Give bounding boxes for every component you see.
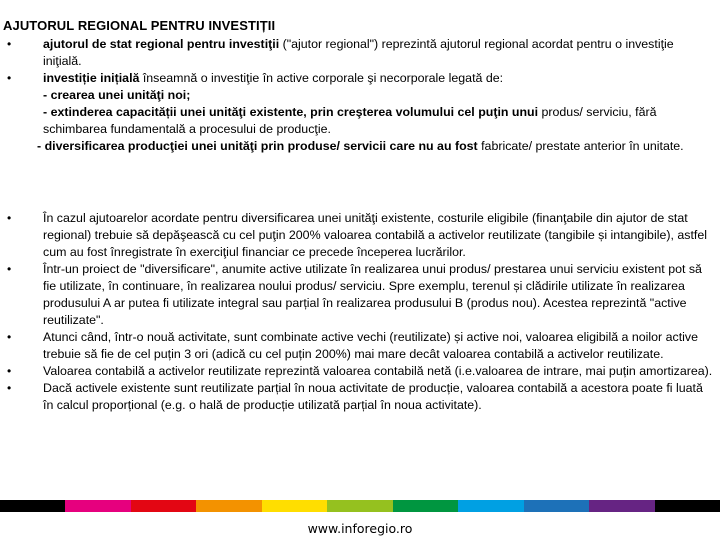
sub-item-diversificare xyxy=(0,138,720,155)
detail-text: Atunci când, într-o nouă activitate, sunt combinate active vechi (reutilizate) și active noi, valoarea eligibilă a noilor active trebuie să fie de cel puțin 3 ori (adică cu cel puțin 200%) mai mare decât valoarea contabilă a activelor reutilizate. xyxy=(43,330,698,361)
definitions-list xyxy=(0,36,720,155)
bullet-icon: • xyxy=(7,262,12,276)
stripe-segment xyxy=(655,500,720,512)
footer-color-stripe xyxy=(0,500,720,512)
detail-text: Valoarea contabilă a activelor reutilizate reprezintă valoarea contabilă netă (i.e.valoarea de intrare, mai puțin amortizarea). xyxy=(43,364,713,378)
stripe-segment xyxy=(524,500,589,512)
list-item xyxy=(0,261,720,329)
bullet-icon: • xyxy=(7,364,12,378)
bullet-icon: • xyxy=(7,37,12,51)
stripe-segment xyxy=(262,500,327,512)
stripe-segment xyxy=(589,500,654,512)
bullet-icon: • xyxy=(7,71,12,85)
definition-text: ("ajutor regional") reprezintă ajutorul regional acordat pentru o investiţie iniţială. xyxy=(43,37,674,68)
term-investitie-initiala: investiție inițială xyxy=(43,71,140,85)
stripe-segment xyxy=(0,500,65,512)
sub-item-text: produs/ serviciu, fără schimbarea fundamentală a procesului de producţie. xyxy=(43,105,657,136)
detail-text: Dacă activele existente sunt reutilizate parțial în noua activitate de producție, valoarea contabilă a acestora poate fi luată în calcul proporțional (e.g. o hală de producție utilizată parțial în noua activitate). xyxy=(43,381,703,412)
bullet-icon: • xyxy=(7,330,12,344)
sub-item-text: - crearea unei unităţi noi; xyxy=(43,88,191,102)
stripe-segment xyxy=(458,500,523,512)
list-item xyxy=(0,70,720,87)
bullet-icon: • xyxy=(7,381,12,395)
definition-text: înseamnă o investiţie în active corporale şi necorporale legată de: xyxy=(139,71,504,85)
list-item xyxy=(0,329,720,363)
list-item xyxy=(0,363,720,380)
stripe-segment xyxy=(196,500,261,512)
sub-item-extindere xyxy=(0,104,720,138)
list-item xyxy=(0,36,720,70)
sub-item-creare xyxy=(0,87,720,104)
sub-item-bold-text: - extinderea capacității unei unităţi existente, prin creşterea volumului cel puţin unui xyxy=(43,105,539,119)
sub-item-bold-text: - diversificarea producţiei unei unităţi prin produse/ servicii care nu au fost xyxy=(37,139,478,153)
stripe-segment xyxy=(131,500,196,512)
detail-text: În cazul ajutoarelor acordate pentru diversificarea unei unităţi existente, costurile eligibile (finanţabile din ajutor de stat regional) trebuie să depăşească cu cel puţin 200% valoarea contabilă a activelor reutilizate (tangibile și intangibile), astfel cum au fost înregistrate în exerciţiul financiar ce precede începerea lucrărilor. xyxy=(43,211,707,259)
list-item xyxy=(0,210,720,261)
sub-item-text: fabricate/ prestate anterior în unitate. xyxy=(477,139,684,153)
detail-text: Într-un proiect de "diversificare", anumite active utilizate în realizarea unui produs/ prestarea unui serviciu existent pot să fie utilizate, în continuare, în realizarea noului produs/ serviciu. Spre exemplu, terenul și clădirile utilizate în realizarea produsului A ar putea fi utilizate integral sau parțial în realizarea produsului B (produs nou). Acestea reprezintă "active reutilizate". xyxy=(43,262,702,327)
stripe-segment xyxy=(327,500,392,512)
details-list xyxy=(0,210,720,414)
bullet-icon: • xyxy=(7,211,12,225)
stripe-segment xyxy=(65,500,130,512)
footer-website-link[interactable]: www.inforegio.ro xyxy=(307,521,413,536)
list-item xyxy=(0,380,720,414)
slide-title: AJUTORUL REGIONAL PENTRU INVESTIȚII xyxy=(3,18,276,33)
term-ajutor-regional: ajutorul de stat regional pentru investiţii xyxy=(43,37,280,51)
stripe-segment xyxy=(393,500,458,512)
